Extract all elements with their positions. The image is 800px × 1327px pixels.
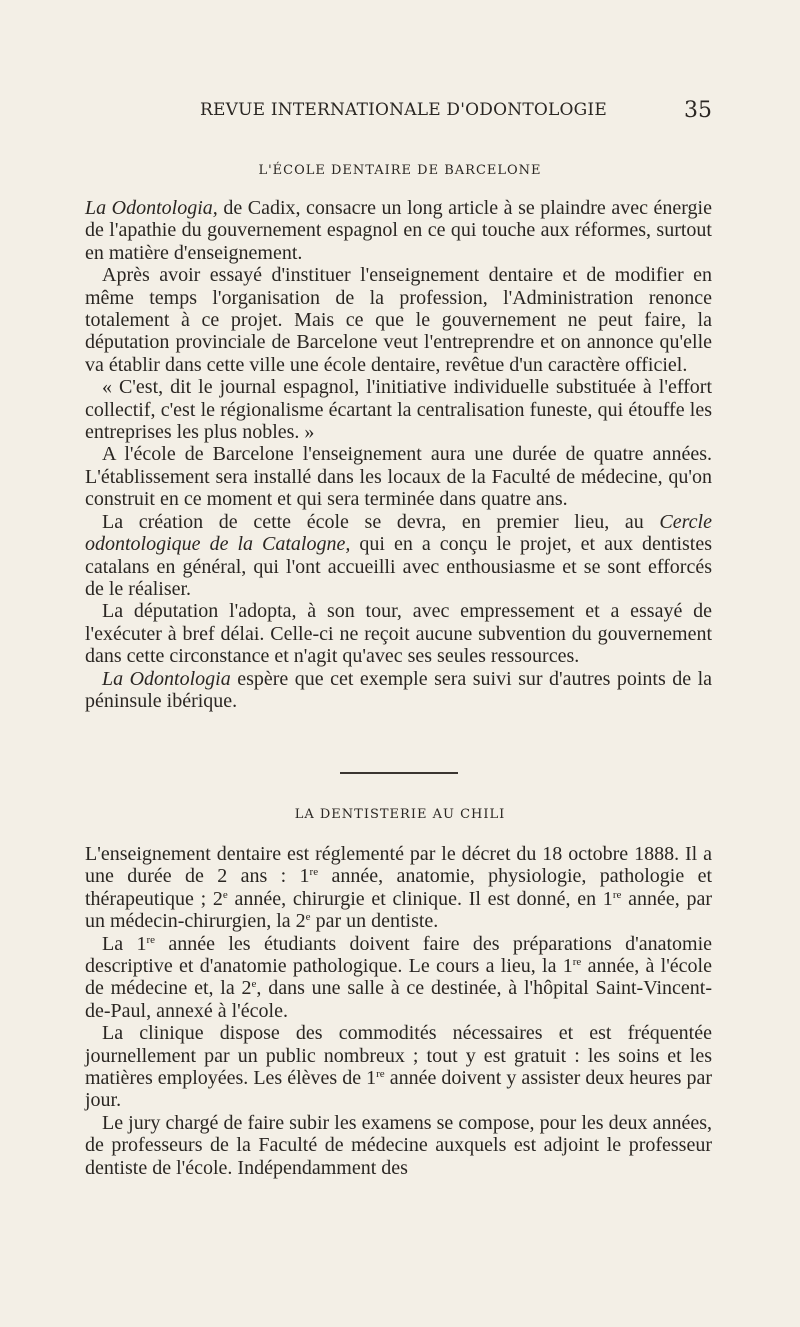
journal-name: La Odontologia, — [85, 197, 218, 219]
paragraph: Après avoir essayé d'instituer l'enseignement dentaire et de modifier en même temps l'organisation de la profession, l'Administration renonce totalement à ce projet. Mais ce que le gouvernement ne peut faire, la députation provinciale de Barcelone veut l'entreprendre et on annonce qu'elle va établir dans cette ville une école dentaire, revêtue d'un caractère officiel. — [85, 264, 712, 376]
section-title-chili: LA DENTISTERIE AU CHILI — [294, 807, 506, 822]
page-number: 35 — [684, 98, 712, 123]
running-title: REVUE INTERNATIONALE D'ODONTOLOGIE — [200, 100, 607, 120]
running-head — [200, 98, 712, 126]
paragraph: « C'est, dit le journal espagnol, l'initiative individuelle substituée à l'effort collectif, c'est le régionalisme écartant la centralisation funeste, qui étouffe les entreprises les plus nobles. » — [85, 376, 712, 444]
journal-name: La Odontologia — [102, 667, 231, 690]
paragraph: La Odontologia, de Cadix, consacre un long article à se plaindre avec énergie de l'apathie du gouvernement espagnol en ce qui touche aux réformes, surtout en matière d'enseignement. — [85, 197, 712, 264]
section-title-barcelone: L'ÉCOLE DENTAIRE DE BARCELONE — [258, 163, 542, 178]
article-chili — [85, 843, 712, 1179]
paragraph: La clinique dispose des commodités nécessaires et est fréquentée journellement par un public nombreux ; tout y est gratuit : les soins et les matières employées. Les élèves de 1re année doivent y assister deux heures par jour. — [85, 1022, 712, 1112]
paragraph: Le jury chargé de faire subir les examens se compose, pour les deux années, de professeurs de la Faculté de médecine auxquels est adjoint le professeur dentiste de l'école. Indépendamment des — [85, 1111, 712, 1179]
paragraph: L'enseignement dentaire est réglementé par le décret du 18 octobre 1888. Il a une durée de 2 ans : 1re année, anatomie, physiologie, pathologie et thérapeutique ; 2e année, chirurgie et clinique. Il est donné, en 1re année, par un médecin-chirurgien, la 2e par un dentiste. — [85, 843, 713, 933]
paragraph: A l'école de Barcelone l'enseignement aura une durée de quatre années. L'établissement sera installé dans les locaux de la Faculté de médecine, qu'on construit en ce moment et qui sera terminée dans quatre ans. — [85, 443, 712, 511]
article-barcelone — [85, 197, 712, 712]
paragraph: La députation l'adopta, à son tour, avec empressement et a essayé de l'exécuter à bref délai. Celle-ci ne reçoit aucune subvention du gouvernement dans cette circonstance et n'agit qu'avec ses seules ressources. — [85, 600, 712, 668]
paragraph: La création de cette école se devra, en premier lieu, au Cercle odontologique de la Catalogne, qui en a conçu le projet, et aux dentistes catalans en général, qui l'ont accueilli avec enthousiasme et se sont efforcés de le réaliser. — [85, 510, 712, 600]
paragraph: La Odontologia espère que cet exemple sera suivi sur d'autres points de la péninsule ibérique. — [85, 667, 712, 712]
organization-name: Cercle odontologique de la Catalogne, — [85, 510, 712, 556]
section-divider — [340, 772, 458, 774]
paragraph: La 1re année les étudiants doivent faire des préparations d'anatomie descriptive et d'anatomie pathologique. Le cours a lieu, la 1re année, à l'école de médecine et, la 2e, dans une salle à ce destinée, à l'hôpital Saint-Vincent-de-Paul, annexé à l'école. — [85, 932, 713, 1022]
